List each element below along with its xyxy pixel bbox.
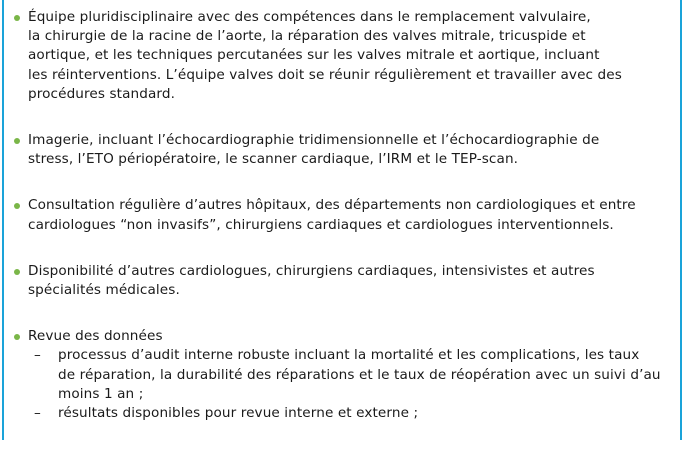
sub-item-results [28, 404, 674, 423]
list-item-line: spécialités médicales. [28, 282, 180, 299]
list-item-line: cardiologues “non invasifs”, chirurgiens cardiaques et cardiologues interventionnels. [28, 216, 614, 233]
list-item-line: Équipe pluridisciplinaire avec des compétences dans le remplacement valvulaire, [28, 9, 591, 25]
dash-marker: – [34, 347, 41, 364]
sub-item-line: résultats disponibles pour revue interne et externe ; [58, 405, 419, 422]
bullet-icon [14, 138, 20, 144]
bullet-icon [14, 15, 20, 21]
sub-item-line: de réparation, la durabilité des réparations et le taux de réopération avec un suivi d’au [58, 366, 661, 383]
list-item-availability [14, 262, 674, 300]
list-item-line: Consultation régulière d’autres hôpitaux, des départements non cardiologiques et entre [28, 197, 636, 214]
list-item-line: la chirurgie de la racine de l’aorte, la réparation des valves mitrale, tricuspide et [28, 28, 586, 45]
list-item-line: aortique, et les techniques percutanées sur les valves mitrale et aortique, incluant [28, 47, 600, 64]
sub-item-audit [28, 346, 674, 404]
sub-item-line: moins 1 an ; [58, 385, 144, 402]
list-item-line: procédures standard. [28, 85, 175, 102]
list-item-team [14, 8, 674, 104]
list-item-data-review [14, 327, 674, 423]
list-item-imaging [14, 131, 674, 169]
dash-marker: – [34, 405, 41, 422]
bullet-icon [14, 269, 20, 275]
bullet-icon [14, 334, 20, 340]
list-item-line: Imagerie, incluant l’échocardiographie tridimensionnelle et l’échocardiographie de [28, 132, 600, 149]
list-item-consultation [14, 196, 674, 234]
list-item-line: les réinterventions. L’équipe valves doit se réunir régulièrement et travailler avec des [28, 66, 622, 83]
list-item-line: Disponibilité d’autres cardiologues, chirurgiens cardiaques, intensivistes et autres [28, 262, 595, 279]
list-item-line: stress, l’ETO périopératoire, le scanner cardiaque, l’IRM et le TEP-scan. [28, 151, 519, 168]
list-item-line: Revue des données [28, 328, 163, 345]
sub-item-line: processus d’audit interne robuste incluant la mortalité et les complications, les taux [58, 347, 640, 364]
bullet-icon [14, 203, 20, 209]
document-body [14, 8, 674, 450]
